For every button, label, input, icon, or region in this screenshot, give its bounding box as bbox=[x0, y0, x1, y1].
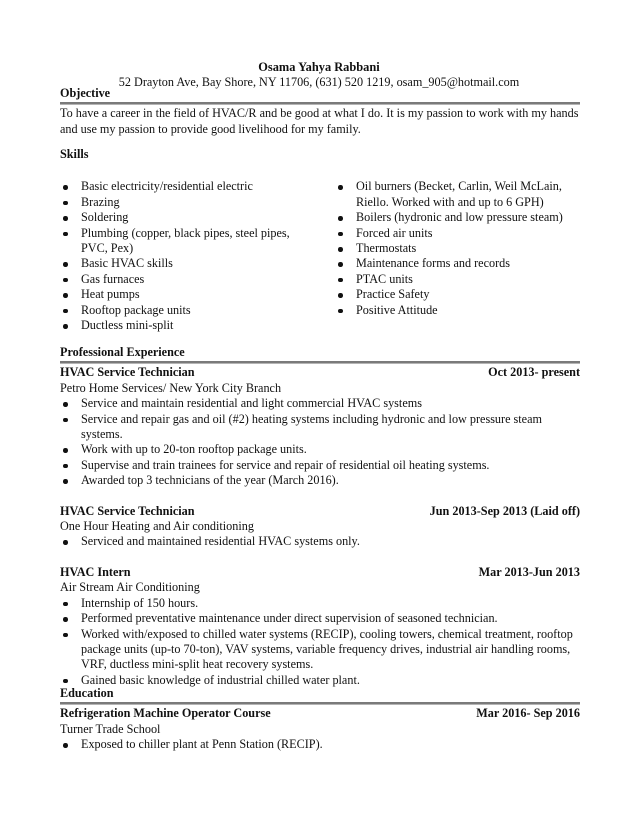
bullet-icon bbox=[338, 185, 343, 190]
experience-section bbox=[60, 345, 580, 688]
job-title: HVAC Service Technician bbox=[60, 365, 195, 380]
list-item-text: Gas furnaces bbox=[81, 271, 145, 286]
bullet-icon bbox=[338, 262, 343, 267]
list-item bbox=[60, 627, 580, 673]
list-item bbox=[60, 737, 580, 752]
bullet-icon bbox=[63, 185, 68, 190]
bullet-icon bbox=[63, 324, 68, 329]
list-item bbox=[335, 287, 580, 302]
bullet-icon bbox=[338, 247, 343, 252]
list-item-text: Practice Safety bbox=[356, 287, 430, 302]
list-item-text: Positive Attitude bbox=[356, 302, 438, 317]
bullet-icon bbox=[63, 262, 68, 267]
bullet-icon bbox=[338, 293, 343, 298]
list-item-text: Forced air units bbox=[356, 225, 433, 240]
list-item-text: Oil burners (Becket, Carlin, Weil McLain, Riello. Worked with and up to 6 GPH) bbox=[356, 179, 562, 209]
objective-text: To have a career in the field of HVAC/R and be good at what I do. It is my passion to work with my hands and use my passion to provide good livelihood for my family. bbox=[60, 106, 579, 136]
list-item-text: Supervise and train trainees for service and repair of residential oil heating systems. bbox=[81, 457, 490, 472]
list-item bbox=[60, 287, 310, 302]
job-title: HVAC Service Technician bbox=[60, 503, 195, 518]
job-title: HVAC Intern bbox=[60, 564, 131, 579]
bullet-icon bbox=[63, 418, 68, 423]
list-item-text: Gained basic knowledge of industrial chilled water plant. bbox=[81, 672, 360, 687]
skills-title: Skills bbox=[60, 147, 89, 161]
bullet-icon bbox=[63, 617, 68, 622]
bullet-icon bbox=[63, 278, 68, 283]
bullet-icon bbox=[63, 402, 68, 407]
course-dates: Mar 2016- Sep 2016 bbox=[476, 706, 580, 721]
list-item-text: Brazing bbox=[81, 194, 120, 209]
bullet-icon bbox=[63, 464, 68, 469]
bullet-icon bbox=[63, 232, 68, 237]
list-item bbox=[60, 442, 580, 457]
job-head bbox=[60, 565, 580, 580]
jobs-list bbox=[60, 365, 580, 688]
bullet-icon bbox=[63, 540, 68, 545]
list-item bbox=[335, 303, 580, 318]
job-organization: One Hour Heating and Air conditioning bbox=[60, 519, 254, 534]
section-divider bbox=[60, 702, 580, 705]
job-entry bbox=[60, 565, 580, 688]
list-item-text: Ductless mini-split bbox=[81, 318, 174, 333]
bullet-icon bbox=[338, 232, 343, 237]
list-item-text: Plumbing (copper, black pipes, steel pipes, PVC, Pex) bbox=[81, 225, 290, 256]
bullet-icon bbox=[63, 201, 68, 206]
list-item-text: Awarded top 3 technicians of the year (March 2016). bbox=[81, 473, 339, 488]
education-section bbox=[60, 686, 580, 753]
education-title: Education bbox=[60, 686, 114, 700]
bullet-icon bbox=[63, 293, 68, 298]
bullet-icon bbox=[63, 602, 68, 607]
school-name: Turner Trade School bbox=[60, 721, 161, 736]
list-item-text: Service and repair gas and oil (#2) heating systems including hydronic and low pressure steam systems. bbox=[81, 411, 542, 442]
list-item bbox=[60, 596, 580, 611]
list-item-text: Basic electricity/residential electric bbox=[81, 179, 253, 194]
objective-section bbox=[60, 86, 580, 137]
list-item-text: Basic HVAC skills bbox=[81, 256, 173, 271]
section-divider bbox=[60, 361, 580, 364]
list-item bbox=[60, 226, 310, 257]
list-item bbox=[60, 318, 310, 333]
education-head bbox=[60, 706, 580, 721]
list-item-text: Maintenance forms and records bbox=[356, 256, 510, 271]
list-item-text: PTAC units bbox=[356, 271, 413, 286]
skills-section bbox=[60, 147, 580, 339]
list-item bbox=[335, 226, 580, 241]
list-item-text: Rooftop package units bbox=[81, 302, 191, 317]
list-item-text: Work with up to 20-ton rooftop package units. bbox=[81, 442, 307, 457]
list-item bbox=[60, 179, 310, 194]
experience-title: Professional Experience bbox=[60, 345, 185, 359]
list-item-text: Performed preventative maintenance under direct supervision of seasoned technician. bbox=[81, 611, 498, 626]
job-entry bbox=[60, 504, 580, 550]
bullet-icon bbox=[63, 309, 68, 314]
bullet-icon bbox=[63, 679, 68, 684]
list-item bbox=[60, 303, 310, 318]
bullet-icon bbox=[338, 216, 343, 221]
section-divider bbox=[60, 102, 580, 105]
job-organization: Air Stream Air Conditioning bbox=[60, 580, 200, 595]
list-item-text: Internship of 150 hours. bbox=[81, 595, 199, 610]
list-item-text: Heat pumps bbox=[81, 287, 140, 302]
list-item bbox=[60, 396, 580, 411]
contact-line: 52 Drayton Ave, Bay Shore, NY 11706, (631) 520 1219, osam_905@hotmail.com bbox=[118, 75, 520, 90]
job-bullets bbox=[60, 534, 580, 549]
list-item bbox=[60, 473, 580, 488]
bullet-icon bbox=[63, 743, 68, 748]
list-item bbox=[335, 256, 580, 271]
job-dates: Mar 2013-Jun 2013 bbox=[478, 564, 580, 579]
education-bullets bbox=[60, 737, 580, 752]
list-item-text: Service and maintain residential and light commercial HVAC systems bbox=[81, 396, 422, 411]
candidate-name: Osama Yahya Rabbani bbox=[258, 60, 380, 74]
list-item bbox=[60, 458, 580, 473]
list-item-text: Serviced and maintained residential HVAC systems only. bbox=[81, 534, 360, 549]
bullet-icon bbox=[63, 633, 68, 638]
bullet-icon bbox=[63, 479, 68, 484]
skills-right-list bbox=[335, 179, 580, 318]
list-item-text: Boilers (hydronic and low pressure steam) bbox=[356, 210, 563, 225]
job-bullets bbox=[60, 396, 580, 488]
job-head bbox=[60, 504, 580, 519]
job-head bbox=[60, 365, 580, 380]
course-title: Refrigeration Machine Operator Course bbox=[60, 706, 271, 721]
job-organization: Petro Home Services/ New York City Branch bbox=[60, 380, 282, 395]
list-item bbox=[60, 611, 580, 626]
list-item bbox=[60, 412, 580, 443]
bullet-icon bbox=[63, 448, 68, 453]
list-item-text: Thermostats bbox=[356, 241, 417, 256]
skills-left-list bbox=[60, 179, 310, 333]
list-item bbox=[335, 272, 580, 287]
job-bullets bbox=[60, 596, 580, 688]
job-entry bbox=[60, 365, 580, 488]
list-item bbox=[60, 256, 310, 271]
list-item bbox=[60, 534, 580, 549]
list-item-text: Worked with/exposed to chilled water systems (RECIP), cooling towers, chemical treatment, rooftop package units (up-to 70-ton), VAV systems, variable frequency drives, industrial air handling rooms, VRF, ductless mini-split heat recovery systems. bbox=[81, 626, 573, 672]
list-item bbox=[335, 210, 580, 225]
job-dates: Oct 2013- present bbox=[488, 365, 580, 380]
job-dates: Jun 2013-Sep 2013 (Laid off) bbox=[429, 503, 580, 518]
list-item bbox=[335, 241, 580, 256]
list-item bbox=[60, 210, 310, 225]
bullet-icon bbox=[338, 309, 343, 314]
list-item-text: Exposed to chiller plant at Penn Station (RECIP). bbox=[81, 737, 323, 752]
bullet-icon bbox=[63, 216, 68, 221]
list-item bbox=[335, 179, 580, 210]
objective-title: Objective bbox=[60, 86, 111, 100]
list-item bbox=[60, 272, 310, 287]
skills-columns bbox=[60, 179, 580, 339]
list-item bbox=[60, 195, 310, 210]
bullet-icon bbox=[338, 278, 343, 283]
list-item-text: Soldering bbox=[81, 210, 129, 225]
